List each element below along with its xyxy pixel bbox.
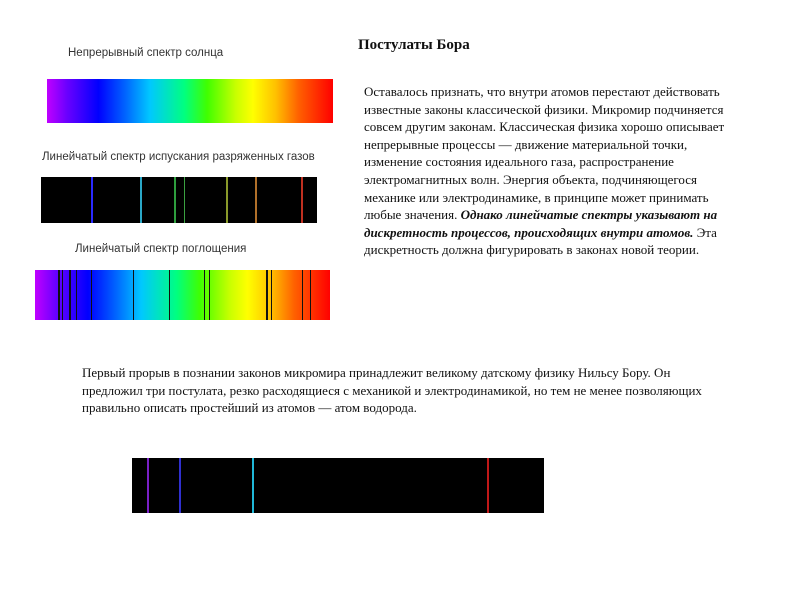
absorption-line — [266, 270, 268, 320]
emission-line — [184, 177, 185, 223]
absorption-line — [69, 270, 71, 320]
emission-spectrum-caption: Линейчатый спектр испускания разряженных газов — [42, 151, 315, 163]
emission-line — [174, 177, 176, 223]
absorption-line — [302, 270, 303, 320]
intro-text-end: Эта дискретность должна фигурировать в законах новой теории. — [364, 224, 717, 258]
continuous-spectrum — [47, 79, 333, 123]
absorption-line — [58, 270, 60, 320]
absorption-line — [76, 270, 77, 320]
page-title: Постулаты Бора — [358, 37, 470, 53]
absorption-line — [204, 270, 205, 320]
emission-spectrum — [41, 177, 317, 223]
absorption-line — [91, 270, 92, 320]
emission-line — [226, 177, 228, 223]
absorption-line — [271, 270, 272, 320]
hydrogen-spectrum — [132, 458, 544, 513]
hydrogen-line — [487, 458, 489, 513]
absorption-spectrum-caption: Линейчатый спектр поглощения — [75, 243, 247, 255]
emission-line — [301, 177, 303, 223]
emission-line — [140, 177, 142, 223]
emission-line — [91, 177, 93, 223]
continuous-spectrum-caption: Непрерывный спектр солнца — [68, 47, 224, 59]
hydrogen-line — [147, 458, 149, 513]
hydrogen-line — [179, 458, 181, 513]
absorption-line — [310, 270, 311, 320]
intro-emphasis: Однако линейчатые спектры указывают на дискретность процессов, происходящих внутри атомов. — [364, 207, 718, 240]
intro-text: Оставалось признать, что внутри атомов перестают действовать известные законы классической физики. Микромир подчиняется совсем другим законам. Классическая физика хорошо описывает непрерывные процессы — движение материальной точки, изменение состояния идеального газа, распространение электромагнитных волн. Энергия объекта, подчиняющегося механике или электродинамике, в принципе может принимать любые значения. — [364, 84, 725, 223]
hydrogen-line — [252, 458, 254, 513]
bohr-paragraph: Первый прорыв в познании законов микромира принадлежит великому датскому физику Нильсу Бору. Он предложил три постулата, резко расходящиеся с механикой и электродинамикой, но тем не менее позволяющих правильно описать простейший из атомов — атом водорода. — [82, 365, 702, 416]
absorption-line — [169, 270, 170, 320]
absorption-line — [209, 270, 210, 320]
absorption-line — [62, 270, 63, 320]
emission-line — [255, 177, 257, 223]
absorption-line — [133, 270, 134, 320]
absorption-spectrum — [35, 270, 330, 320]
intro-paragraph — [364, 83, 734, 259]
